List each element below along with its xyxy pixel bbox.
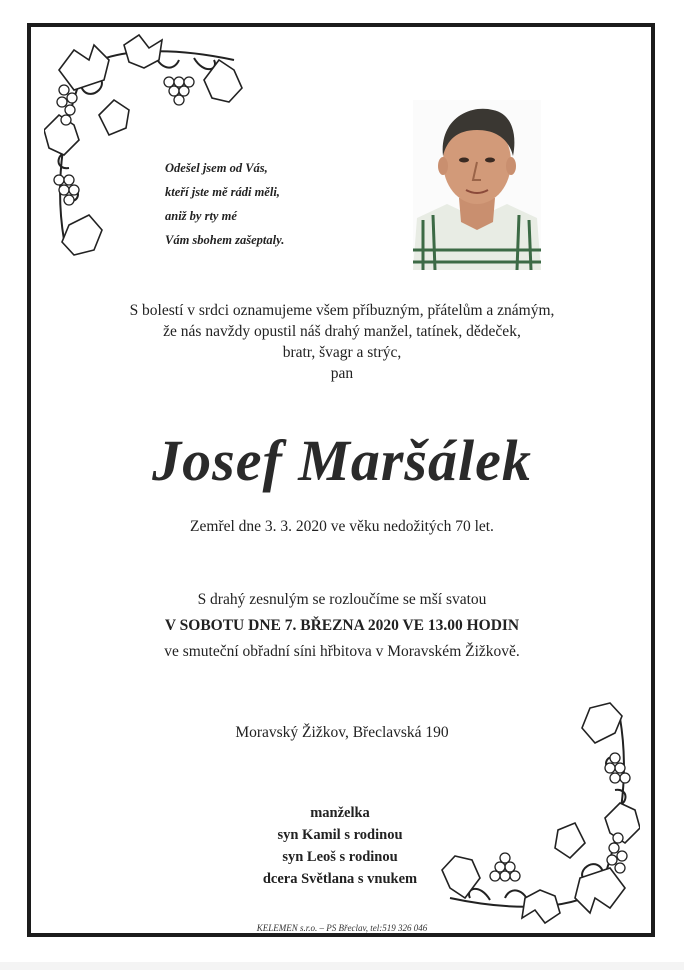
ceremony-line: S drahý zesnulým se rozloučíme se mší svatou xyxy=(197,591,487,608)
death-notice: Zemřel dne 3. 3. 2020 ve věku nedožitých 70 let. xyxy=(190,518,494,535)
mourner: syn Leoš s rodinou xyxy=(282,849,398,865)
announcement-line: S bolestí v srdci oznamujeme všem příbuzným, přátelům a známým, xyxy=(129,302,555,319)
ceremony-info xyxy=(0,587,684,665)
portrait-illustration xyxy=(413,100,541,270)
portrait-photo xyxy=(413,100,541,270)
printer-footer: KELEMEN s.r.o. – PS Břeclav, tel:519 326 046 xyxy=(256,923,428,933)
announcement-text xyxy=(0,300,684,384)
deceased-name: Josef Maršálek xyxy=(152,428,532,493)
ceremony-place: ve smuteční obřadní síni hřbitova v Moravském Žižkově. xyxy=(164,643,520,660)
poem-line: kteří jste mě rádi měli, xyxy=(165,185,280,199)
mourner: manželka xyxy=(310,805,370,821)
mourner: dcera Světlana s vnukem xyxy=(262,871,418,887)
scan-edge xyxy=(0,962,684,970)
mourner: syn Kamil s rodinou xyxy=(277,827,403,843)
poem-line: aniž by rty mé xyxy=(165,209,237,223)
address: Moravský Žižkov, Břeclavská 190 xyxy=(235,724,449,741)
poem xyxy=(165,156,385,252)
poem-line: Odešel jsem od Vás, xyxy=(165,161,268,175)
mourners-list xyxy=(230,802,450,890)
announcement-line: pan xyxy=(330,365,354,382)
poem-line: Vám sbohem zašeptaly. xyxy=(165,233,285,247)
announcement-line: že nás navždy opustil náš drahý manžel, tatínek, dědeček, xyxy=(163,323,521,340)
announcement-line: bratr, švagr a strýc, xyxy=(282,344,402,361)
ceremony-date: V SOBOTU DNE 7. BŘEZNA 2020 VE 13.00 HODIN xyxy=(164,617,520,634)
